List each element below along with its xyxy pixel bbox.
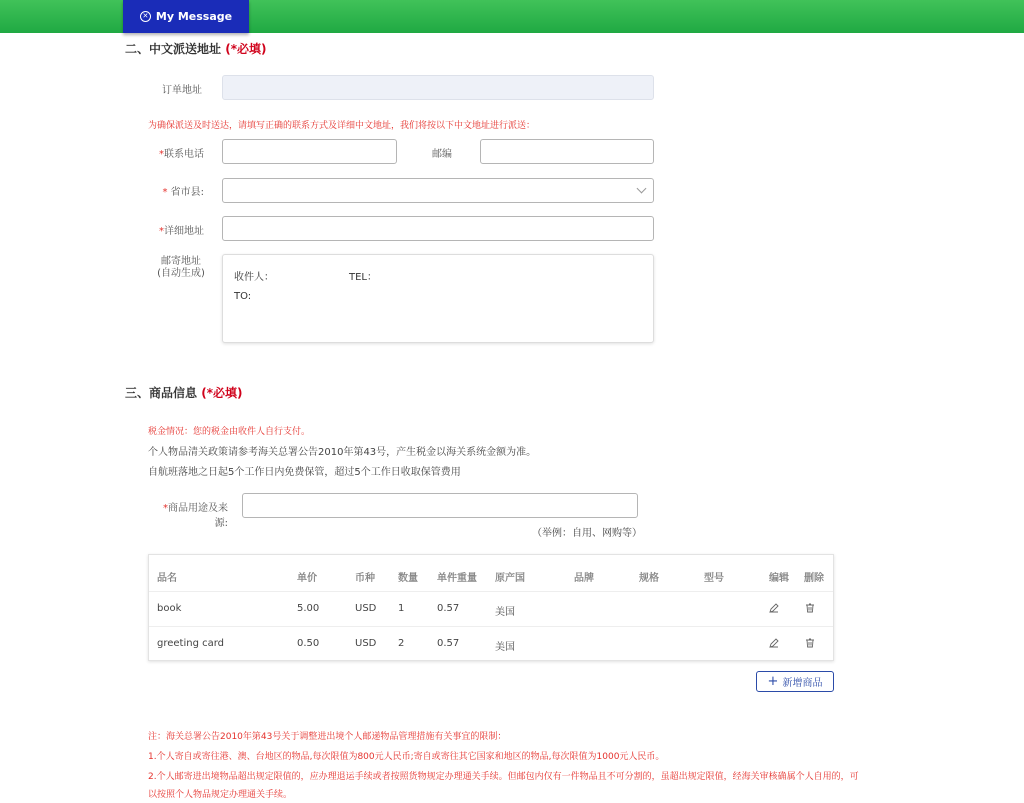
phone-label: *联系电话	[159, 149, 204, 160]
col-header: 删除	[804, 573, 824, 584]
phone-input[interactable]	[222, 139, 397, 164]
footnote-line-2: 1.个人寄自或寄往港、澳、台地区的物品,每次限值为800元人民币;寄自或寄往其它国家和地区的物品,每次限值为1000元人民币。	[148, 752, 665, 762]
postcode-input[interactable]	[480, 139, 654, 164]
col-header: 单件重量	[437, 573, 477, 584]
policy-note: 个人物品清关政策请参考海关总署公告2010年第43号，产生税金以海关系统金额为准。	[148, 447, 537, 458]
cell-price: 0.50	[297, 638, 320, 649]
cell-name: book	[157, 603, 182, 614]
col-header: 编辑	[769, 573, 789, 584]
footnote-line-1: 注：海关总署公告2010年第43号关于调整进出境个人邮递物品管理措施有关事宜的限制：	[148, 732, 507, 742]
col-header: 型号	[704, 573, 724, 584]
region-label: * 省市县:	[162, 187, 204, 198]
postcode-label: 邮编	[432, 149, 452, 160]
cell-qty: 2	[398, 638, 405, 649]
cell-origin: 美国	[495, 607, 515, 618]
my-message-label: My Message	[155, 10, 233, 23]
section-goods-title: 三、商品信息 (*必填)	[125, 386, 243, 400]
col-header: 数量	[398, 573, 418, 584]
col-header: 品名	[157, 573, 177, 584]
col-header: 品牌	[574, 573, 594, 584]
mail-to: TO:	[234, 291, 252, 302]
row-divider	[149, 591, 833, 592]
order-address-label: 订单地址	[162, 85, 202, 96]
delete-icon[interactable]	[805, 603, 815, 613]
usage-input[interactable]	[242, 493, 638, 518]
cell-currency: USD	[355, 603, 377, 614]
cell-origin: 美国	[495, 642, 515, 653]
mail-address-label: 邮寄地址 (自动生成)	[157, 256, 205, 279]
close-circle-icon: ✕	[140, 11, 151, 22]
cell-qty: 1	[398, 603, 405, 614]
order-address-field	[222, 75, 654, 100]
cell-weight: 0.57	[437, 638, 460, 649]
detail-address-input[interactable]	[222, 216, 654, 241]
col-header: 币种	[355, 573, 375, 584]
footnote-line-3: 2.个人邮寄进出境物品超出规定限值的，应办理退运手续或者按照货物规定办理通关手续。但邮包内仅有一件物品且不可分割的，虽超出规定限值，经海关审核确属个人自用的，可	[148, 772, 859, 782]
address-note: 为确保派送及时送达，请填写正确的联系方式及详细中文地址，我们将按以下中文地址进行派送：	[148, 121, 536, 131]
mail-recipient: 收件人：	[234, 272, 274, 283]
row-divider	[149, 626, 833, 627]
cell-currency: USD	[355, 638, 377, 649]
cell-price: 5.00	[297, 603, 320, 614]
mail-tel: TEL：	[349, 272, 377, 283]
edit-icon[interactable]	[769, 638, 779, 648]
usage-label: *商品用途及来源:	[163, 503, 228, 529]
tax-note: 税金情况：您的税金由收件人自行支付。	[148, 427, 311, 437]
delete-icon[interactable]	[805, 638, 815, 648]
my-message-button[interactable]	[123, 0, 249, 33]
detail-address-label: *详细地址	[159, 226, 204, 237]
cell-name: greeting card	[157, 638, 225, 649]
edit-icon[interactable]	[769, 603, 779, 613]
col-header: 原产国	[495, 573, 525, 584]
chevron-down-icon	[637, 184, 647, 194]
add-goods-button[interactable]: + 新增商品	[756, 671, 834, 692]
footnote-line-4: 以按照个人物品规定办理通关手续。	[148, 790, 293, 800]
mail-address-box	[222, 254, 654, 343]
usage-example: （举例：自用、网购等）	[532, 528, 642, 539]
col-header: 规格	[639, 573, 659, 584]
storage-note: 自航班落地之日起5个工作日内免费保管，超过5个工作日收取保管费用	[148, 467, 461, 478]
region-select[interactable]	[222, 178, 654, 203]
section-address-title: 二、中文派送地址 (*必填)	[125, 42, 267, 56]
col-header: 单价	[297, 573, 317, 584]
goods-table	[148, 554, 834, 661]
plus-icon: +	[767, 674, 779, 689]
cell-weight: 0.57	[437, 603, 460, 614]
